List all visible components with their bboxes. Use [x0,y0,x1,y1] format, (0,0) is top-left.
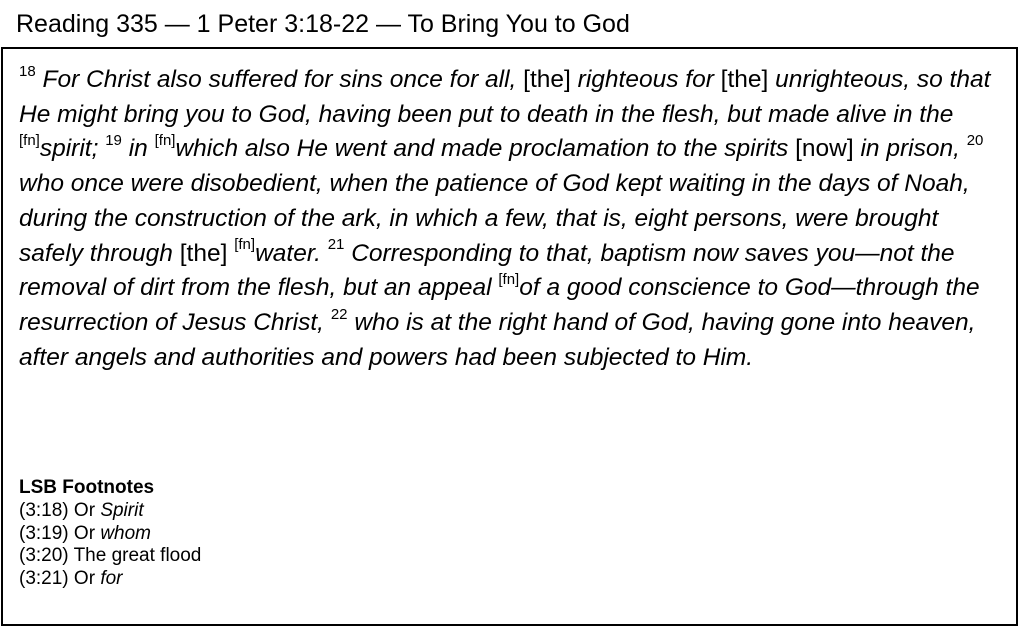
verse-number-20: 20 [966,132,984,149]
footnote-ref: (3:21) Or [19,568,96,590]
footnote-ref: (3:18) Or [19,499,96,521]
footnote-item [19,545,201,568]
bracket-insert-the: [the] [179,239,228,267]
footnote-term: for [100,568,123,590]
footnote-marker[interactable]: [fn] [498,270,520,288]
footnote-ref: (3:20) The great flood [19,545,202,567]
scripture-passage [19,63,1004,375]
footnote-marker[interactable]: [fn] [19,132,40,149]
bracket-insert-now: [now] [795,135,854,163]
footnotes-section [19,477,201,591]
footnote-marker[interactable]: [fn] [234,236,256,254]
footnote-item [19,500,201,523]
page-title: Reading 335 — 1 Peter 3:18-22 — To Bring You to God [16,10,630,38]
bracket-insert-the: [the] [720,66,769,93]
verse-21-text-a: Corresponding to that, baptism now saves you—not the removal of dirt from the flesh, but an appeal [19,239,955,302]
verse-number-21: 21 [327,236,345,254]
verse-18-text-d: spirit; [39,135,99,163]
verse-number-22: 22 [330,305,348,323]
footnote-marker[interactable]: [fn] [154,132,176,149]
reading-content-box [1,47,1018,626]
verse-20-text-b: water. [255,239,321,267]
footnote-term: whom [100,522,151,544]
footnote-ref: (3:19) Or [19,522,96,544]
verse-20-text-a: who once were disobedient, when the patience of God kept waiting in the days of Noah, during the construction of the ark, in which a few, that is, eight persons, were brought safely through [19,170,970,267]
verse-18-text-b: righteous for [577,66,714,93]
bracket-insert-the: [the] [523,66,571,93]
verse-number-18: 18 [19,62,36,80]
verse-18-text-c: unrighteous, so that He might bring you to God, having been put to death in the flesh, but made alive in the [19,66,991,128]
verse-19-text-a: in [128,135,148,163]
verse-19-text-c: in prison, [860,135,960,163]
verse-18-text-a: For Christ also suffered for sins once for all, [42,66,517,93]
footnote-term: Spirit [100,499,144,521]
verse-21-text-b: of a good conscience to God—through the resurrection of Jesus Christ, [19,274,980,336]
verse-number-19: 19 [105,132,122,149]
verse-19-text-b: which also He went and made proclamation to the spirits [175,135,789,163]
verse-22-text-a: who is at the right hand of God, having gone into heaven, after angels and authorities and powers had been subjected to Him. [19,308,976,371]
footnote-item [19,523,201,546]
footnote-item [19,568,201,591]
footnotes-heading: LSB Footnotes [19,477,155,498]
